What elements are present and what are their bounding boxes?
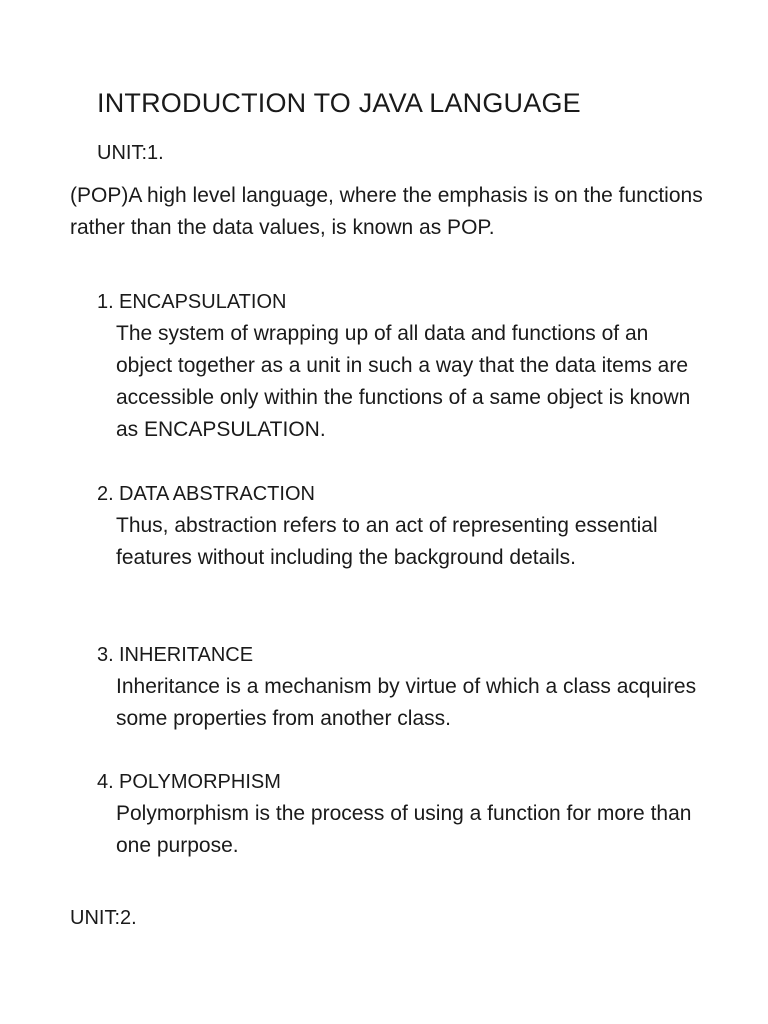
item-number: 4. (97, 771, 114, 793)
page-title: INTRODUCTION TO JAVA LANGUAGE (97, 88, 581, 118)
unit-2-label: UNIT:2. (70, 907, 137, 929)
list-item-encapsulation (97, 286, 707, 446)
item-heading (97, 639, 707, 671)
item-description: Polymorphism is the process of using a function for more than one purpose. (116, 802, 692, 857)
list-item-polymorphism (97, 766, 707, 862)
item-title: ENCAPSULATION (119, 291, 287, 313)
item-title: DATA ABSTRACTION (119, 483, 315, 505)
item-number: 1. (97, 291, 114, 313)
item-description: The system of wrapping up of all data and functions of an object together as a unit in such a way that the data items are accessible only within the functions of a same object is known as ENCAPSULATION. (116, 322, 691, 441)
unit-1-label: UNIT:1. (97, 142, 164, 164)
item-description: Inheritance is a mechanism by virtue of which a class acquires some properties from another class. (116, 675, 697, 730)
item-heading (97, 478, 707, 510)
item-title: INHERITANCE (119, 644, 254, 666)
item-heading (97, 286, 707, 318)
item-description: Thus, abstraction refers to an act of representing essential features without including the background details. (116, 514, 658, 569)
item-number: 2. (97, 483, 114, 505)
intro-paragraph: (POP)A high level language, where the emphasis is on the functions rather than the data values, is known as POP. (70, 184, 703, 239)
item-heading (97, 766, 707, 798)
item-number: 3. (97, 644, 114, 666)
item-title: POLYMORPHISM (119, 771, 281, 793)
list-item-inheritance (97, 639, 707, 735)
list-item-data-abstraction (97, 478, 707, 574)
